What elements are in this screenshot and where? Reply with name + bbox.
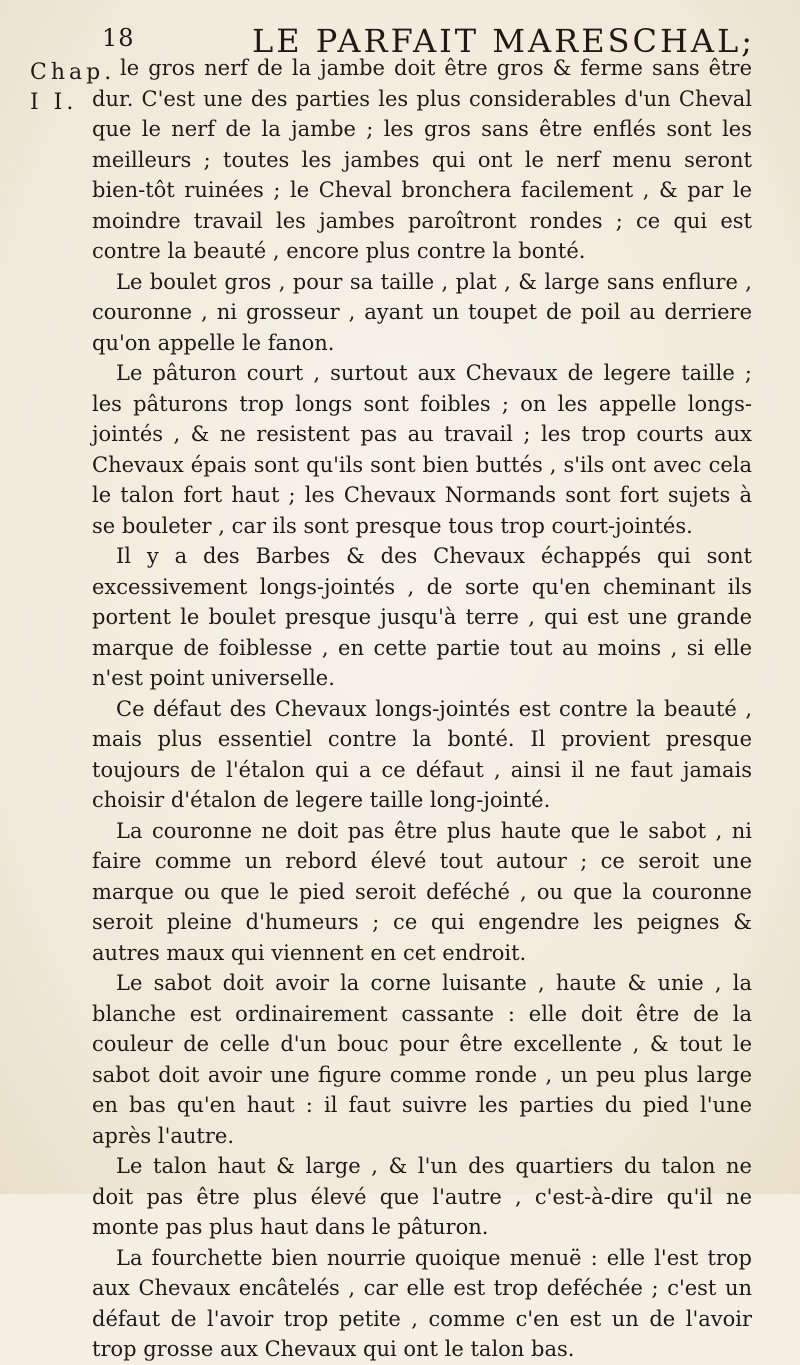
chapter-label: Chap. — [30, 60, 116, 85]
paragraph-1: le gros nerf de la jambe doit être gros & ferme sans être dur. C'est une des parties les plus considerables d'un Cheval que le nerf de la jambe ; les gros sans être enflés sont les meilleurs ; toutes les jambes qui ont le nerf menu seront bien-tôt ruinées ; le Cheval bronchera facilement , & par le moindre travail les jambes paroîtront rondes ; ce qui est contre la beauté , encore plus contre la bonté. — [92, 56, 752, 263]
paragraph-5: Ce défaut des Chevaux longs-jointés est contre la beauté , mais plus essentiel contre la bonté. Il provient presque toujours de l'étalon qui a ce défaut , ainsi il ne faut jamais choisir d'étalon de legere taille long-jointé. — [92, 696, 752, 812]
body-text — [92, 53, 752, 1365]
chapter-margin-note — [30, 58, 116, 118]
chapter-number: I I. — [30, 90, 78, 115]
paragraph-4: Il y a des Barbes & des Chevaux échappés qui sont excessivement longs-jointés , de sorte qu'en cheminant ils portent le boulet presque jusqu'à terre , qui est une grande marque de foiblesse , en cette partie tout au moins , si elle n'est point universelle. — [92, 544, 752, 690]
paragraph-9: La fourchette bien nourrie quoique menuë : elle l'est trop aux Chevaux encâtelés , car elle est trop deféchée ; c'est un défaut de l'avoir trop petite , comme c'en est un de l'avoir trop grosse aux Chevaux qui ont le talon bas. — [92, 1245, 752, 1361]
paragraph-7: Le sabot doit avoir la corne luisante , haute & unie , la blanche est ordinairement cassante : elle doit être de la couleur de celle d'un bouc pour être excellente , & tout le sabot doit avoir une figure comme ronde , un peu plus large en bas qu'en haut : il faut suivre les parties du pied l'une après l'autre. — [92, 971, 752, 1148]
paragraph-3: Le pâturon court , surtout aux Chevaux de legere taille ; les pâturons trop longs sont foibles ; on les appelle longs-jointés , & ne resistent pas au travail ; les trop courts aux Chevaux épais sont qu'ils sont bien buttés , s'ils ont avec cela le talon fort haut ; les Chevaux Normands sont fort sujets à se bouleter , car ils sont presque tous trop court-jointés. — [92, 361, 752, 538]
page-number: 18 — [102, 24, 135, 52]
running-head: LE PARFAIT MARESCHAL; — [252, 22, 756, 60]
paragraph-8: Le talon haut & large , & l'un des quartiers du talon ne doit pas être plus élevé que l'autre , c'est-à-dire qu'il ne monte pas plus haut dans le pâturon. — [92, 1154, 752, 1239]
paragraph-6: La couronne ne doit pas être plus haute que le sabot , ni faire comme un rebord élevé tout autour ; ce seroit une marque ou que le pied seroit deféché , ou que la couronne seroit pleine d'humeurs ; ce qui engendre les peignes & autres maux qui viennent en cet endroit. — [92, 818, 752, 965]
paragraph-2: Le boulet gros , pour sa taille , plat , & large sans enflure , couronne , ni grosseur , ayant un toupet de poil au derriere qu'on appelle le fanon. — [92, 269, 752, 355]
